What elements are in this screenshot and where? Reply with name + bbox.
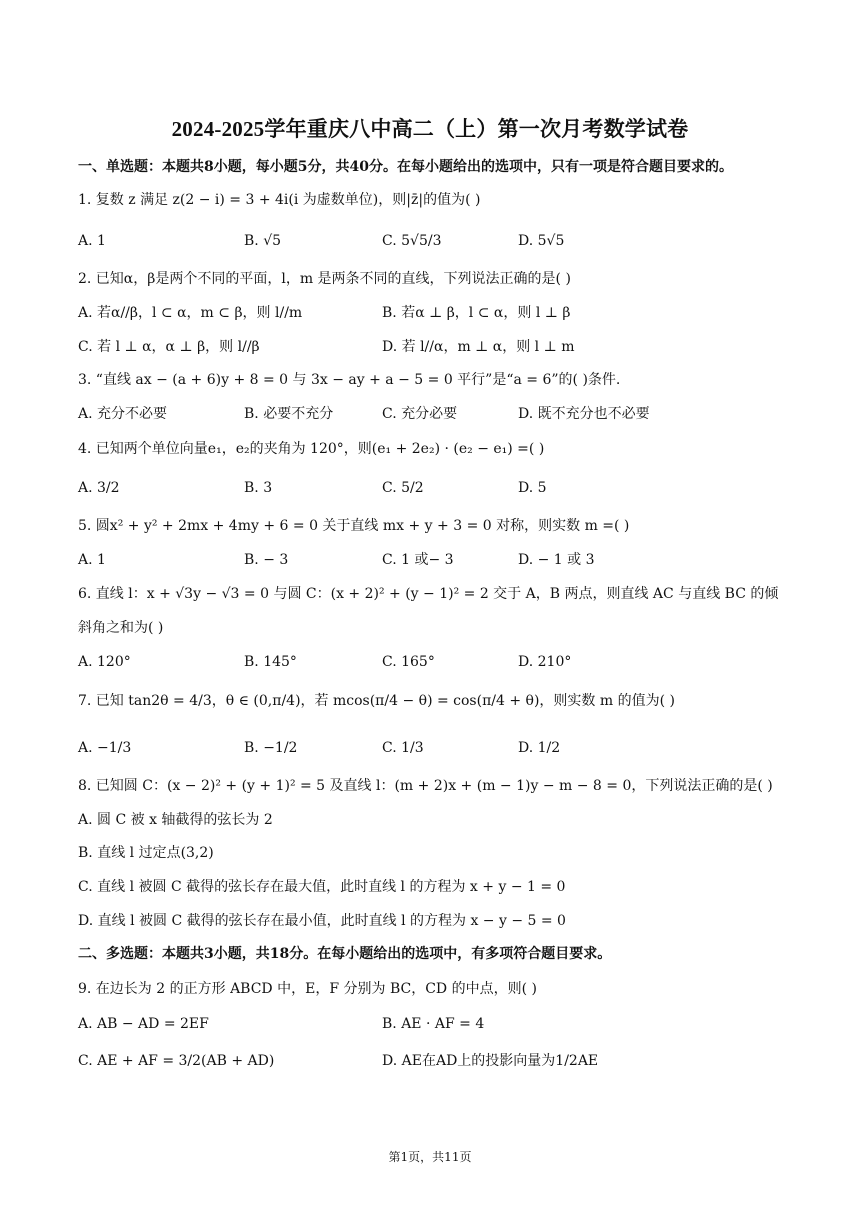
question-1-option-a: A. 1 [78, 233, 106, 249]
question-6-option-a: A. 120° [78, 654, 131, 670]
question-7-option-d: D. 1/2 [518, 740, 561, 756]
question-7-stem: 7. 已知 tan2θ = 4/3，θ ∈ (0,π/4)，若 mcos(π/4 − θ) = cos(π/4 + θ)，则实数 m 的值为( ) [78, 693, 675, 709]
question-4-option-b: B. 3 [244, 480, 273, 496]
question-1-option-d: D. 5√5 [518, 233, 565, 249]
question-5-stem: 5. 圆x² + y² + 2mx + 4my + 6 = 0 关于直线 mx + y + 3 = 0 对称，则实数 m =( ) [78, 518, 630, 534]
question-6-stem-line-2: 斜角之和为( ) [78, 620, 164, 636]
question-9-option-b: B. AE · AF = 4 [382, 1016, 485, 1032]
question-6-stem-line-1: 6. 直线 l：x + √3y − √3 = 0 与圆 C：(x + 2)² + (y − 1)² = 2 交于 A，B 两点，则直线 AC 与直线 BC 的倾 [78, 586, 779, 602]
question-3-option-a: A. 充分不必要 [78, 406, 168, 422]
question-8-option-a: A. 圆 C 被 x 轴截得的弦长为 2 [78, 812, 273, 828]
page-footer: 第1页，共11页 [388, 1150, 472, 1164]
question-9-option-d: D. AE在AD上的投影向量为1/2AE [382, 1053, 599, 1069]
question-1-stem: 1. 复数 z 满足 z(2 − i) = 3 + 4i(i 为虚数单位)，则|z̄|的值为( ) [78, 192, 481, 208]
question-7-option-a: A. −1/3 [78, 740, 132, 756]
page-title: 2024-2025学年重庆八中高二（上）第一次月考数学试卷 [171, 117, 689, 141]
question-8-option-b: B. 直线 l 过定点(3,2) [78, 845, 214, 861]
question-4-option-a: A. 3/2 [78, 480, 120, 496]
question-3-option-d: D. 既不充分也不必要 [518, 406, 650, 422]
question-9-option-c: C. AE + AF = 3/2(AB + AD) [78, 1053, 275, 1069]
question-3-option-b: B. 必要不充分 [244, 406, 334, 422]
question-2-option-c: C. 若 l ⊥ α，α ⊥ β，则 l//β [78, 339, 260, 355]
question-8-option-d: D. 直线 l 被圆 C 截得的弦长存在最小值，此时直线 l 的方程为 x − y − 5 = 0 [78, 913, 566, 929]
question-6-option-d: D. 210° [518, 654, 572, 670]
question-5-option-b: B. − 3 [244, 552, 289, 568]
question-7-option-b: B. −1/2 [244, 740, 298, 756]
question-9-option-a: A. AB − AD = 2EF [78, 1016, 209, 1032]
section-heading-multiple-choice: 二、多选题：本题共3小题，共18分。在每小题给出的选项中，有多项符合题目要求。 [78, 946, 612, 962]
question-7-option-c: C. 1/3 [382, 740, 424, 756]
question-9-stem: 9. 在边长为 2 的正方形 ABCD 中，E，F 分别为 BC，CD 的中点，则( ) [78, 981, 537, 997]
question-5-option-d: D. − 1 或 3 [518, 552, 595, 568]
question-8-option-c: C. 直线 l 被圆 C 截得的弦长存在最大值，此时直线 l 的方程为 x + y − 1 = 0 [78, 879, 566, 895]
question-6-option-c: C. 165° [382, 654, 435, 670]
question-2-option-b: B. 若α ⊥ β，l ⊂ α，则 l ⊥ β [382, 305, 571, 321]
question-8-stem: 8. 已知圆 C：(x − 2)² + (y + 1)² = 5 及直线 l：(m + 2)x + (m − 1)y − m − 8 = 0，下列说法正确的是( ) [78, 778, 773, 794]
question-4-option-d: D. 5 [518, 480, 547, 496]
question-3-option-c: C. 充分必要 [382, 406, 458, 422]
question-2-stem: 2. 已知α，β是两个不同的平面，l，m 是两条不同的直线，下列说法正确的是( ) [78, 271, 571, 287]
question-4-option-c: C. 5/2 [382, 480, 424, 496]
question-2-option-a: A. 若α//β，l ⊂ α，m ⊂ β，则 l//m [78, 305, 303, 321]
question-5-option-c: C. 1 或− 3 [382, 552, 454, 568]
question-2-option-d: D. 若 l//α，m ⊥ α，则 l ⊥ m [382, 339, 575, 355]
section-heading-single-choice: 一、单选题：本题共8小题，每小题5分，共40分。在每小题给出的选项中，只有一项是符合题目要求的。 [78, 159, 733, 175]
question-6-option-b: B. 145° [244, 654, 297, 670]
question-4-stem: 4. 已知两个单位向量e₁，e₂的夹角为 120°，则(e₁ + 2e₂) · (e₂ − e₁) =( ) [78, 441, 545, 457]
question-3-stem: 3. “直线 ax − (a + 6)y + 8 = 0 与 3x − ay + a − 5 = 0 平行”是“a = 6”的( )条件. [78, 372, 621, 388]
question-1-option-c: C. 5√5/3 [382, 233, 442, 249]
question-1-option-b: B. √5 [244, 233, 282, 249]
question-5-option-a: A. 1 [78, 552, 106, 568]
